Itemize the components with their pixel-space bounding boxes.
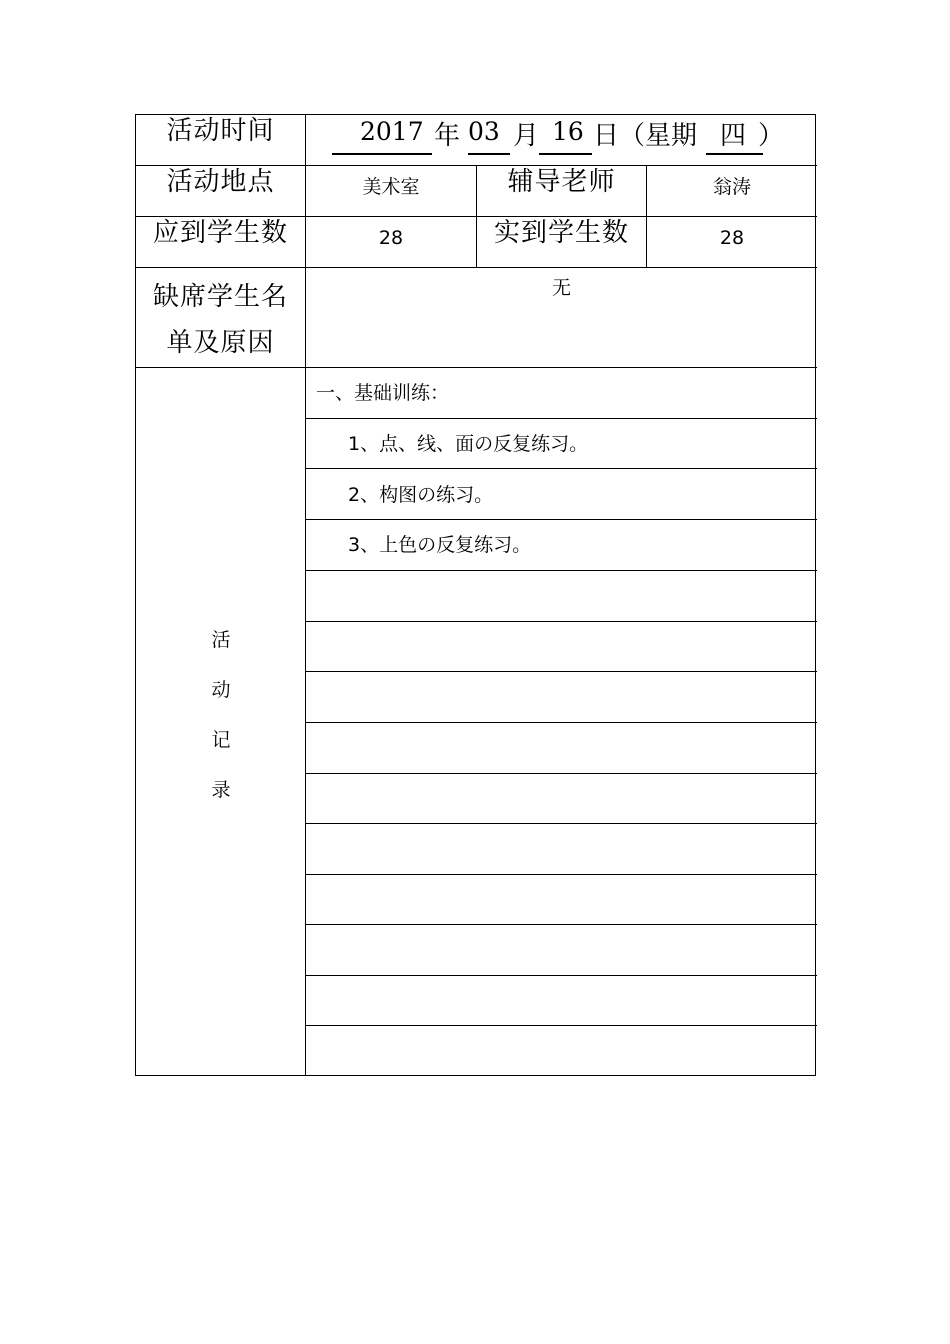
teacher-label: 辅导老师: [507, 167, 616, 197]
record-row-divider: [305, 468, 817, 469]
expected-students-label: 应到学生数: [152, 218, 288, 248]
date-weekday: 四: [720, 121, 747, 151]
date-year: 2017: [360, 117, 424, 146]
activity-date: [306, 115, 817, 165]
record-row-divider: [305, 671, 817, 672]
month-underline: [468, 153, 510, 155]
record-row-divider: [305, 823, 817, 824]
record-line: 一、基础训练：: [316, 382, 450, 404]
weekday-underline: [706, 153, 763, 155]
row-divider: [136, 367, 817, 368]
record-row-divider: [305, 924, 817, 925]
record-row-divider: [305, 418, 817, 419]
record-row-divider: [305, 874, 817, 875]
record-line: 2、构图の练习。: [348, 484, 494, 506]
record-line: 3、上色の反复练习。: [348, 534, 532, 556]
date-month-unit: 月: [513, 121, 540, 151]
record-label-char: 动: [211, 679, 231, 701]
record-row-divider: [305, 570, 817, 571]
actual-students-label: 实到学生数: [493, 218, 629, 248]
absent-label-line1: 缺席学生名: [152, 282, 288, 312]
record-row-divider: [305, 722, 817, 723]
date-close-paren: ）: [758, 121, 785, 151]
record-label-char: 记: [211, 729, 231, 751]
record-row-divider: [305, 1025, 817, 1026]
date-year-unit: 年: [434, 121, 461, 151]
location-value: 美术室: [362, 176, 420, 198]
date-day-unit: 日（星期: [593, 121, 698, 151]
day-underline: [539, 153, 592, 155]
expected-students-value: 28: [378, 227, 404, 249]
actual-students-value: 28: [719, 227, 745, 249]
record-row-divider: [305, 519, 817, 520]
location-label: 活动地点: [166, 167, 275, 197]
year-underline: [332, 153, 432, 155]
absent-label: [136, 268, 305, 367]
activity-record-form: [135, 114, 816, 1076]
date-day: 16: [552, 117, 584, 146]
record-row-divider: [305, 621, 817, 622]
record-label-char: 录: [211, 779, 231, 801]
record-row-divider: [305, 773, 817, 774]
teacher-value: 翁涛: [712, 176, 751, 198]
record-label-char: 活: [211, 629, 231, 651]
date-month: 03: [468, 117, 500, 146]
absent-label-line2: 单及原因: [166, 328, 275, 358]
activity-time-label: 活动时间: [166, 116, 275, 146]
record-row-divider: [305, 975, 817, 976]
record-line: 1、点、线、面の反复练习。: [348, 433, 589, 455]
absent-value: 无: [551, 277, 571, 299]
